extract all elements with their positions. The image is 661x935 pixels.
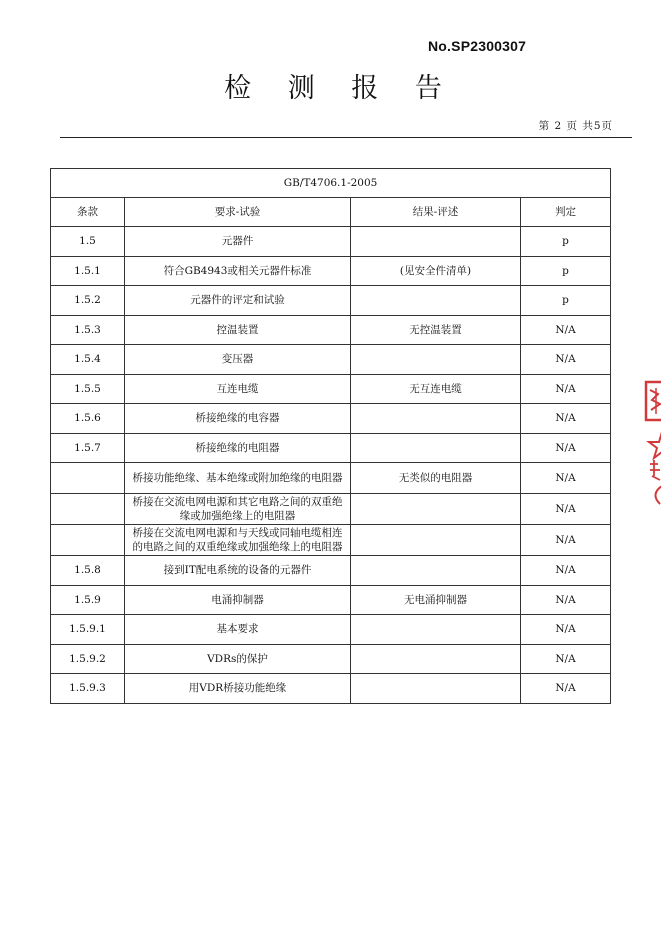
inspection-table <box>50 168 611 704</box>
table-row <box>51 433 611 463</box>
requirement-cell: 用VDR桥接功能绝缘 <box>125 674 351 704</box>
verdict-cell: N/A <box>521 374 611 404</box>
requirement-cell: 桥接在交流电网电源和其它电路之间的双重绝缘或加强绝缘上的电阻器 <box>125 494 351 525</box>
verdict-cell: N/A <box>521 585 611 615</box>
verdict-cell: N/A <box>521 615 611 645</box>
table-row <box>51 494 611 525</box>
verdict-cell: N/A <box>521 404 611 434</box>
result-cell: 无类似的电阻器 <box>351 463 521 494</box>
page-indicator: 第 2 页 共5页 <box>538 120 613 132</box>
clause-cell: 1.5.7 <box>51 433 125 463</box>
result-cell <box>351 494 521 525</box>
verdict-cell: p <box>521 286 611 316</box>
document-title: 检 测 报 告 <box>224 73 456 104</box>
clause-cell <box>51 463 125 494</box>
verdict-cell: N/A <box>521 644 611 674</box>
verdict-cell: N/A <box>521 463 611 494</box>
clause-cell: 1.5.9 <box>51 585 125 615</box>
result-cell <box>351 345 521 375</box>
red-seal-stamp-icon <box>642 380 661 510</box>
clause-cell: 1.5.9.3 <box>51 674 125 704</box>
verdict-cell: N/A <box>521 315 611 345</box>
table-row <box>51 404 611 434</box>
standard-cell: GB/T4706.1-2005 <box>51 169 611 198</box>
verdict-cell: N/A <box>521 433 611 463</box>
requirement-cell <box>125 525 351 556</box>
requirement-cell: 桥接绝缘的电容器 <box>125 404 351 434</box>
verdict-cell: N/A <box>521 494 611 525</box>
table-row <box>51 585 611 615</box>
result-cell <box>351 286 521 316</box>
clause-cell: 1.5.8 <box>51 556 125 586</box>
table-row <box>51 674 611 704</box>
requirement-cell: 接到IT配电系统的设备的元器件 <box>125 556 351 586</box>
result-cell <box>351 525 521 556</box>
requirement-cell: 符合GB4943或相关元器件标准 <box>125 256 351 286</box>
stamp-graphic <box>646 382 661 504</box>
table-row <box>51 315 611 345</box>
column-header-requirement: 要求-试验 <box>125 198 351 227</box>
result-cell <box>351 556 521 586</box>
result-cell <box>351 404 521 434</box>
requirement-cell: 控温装置 <box>125 315 351 345</box>
result-cell: 无互连电缆 <box>351 374 521 404</box>
verdict-cell: p <box>521 227 611 257</box>
requirement-cell: 互连电缆 <box>125 374 351 404</box>
result-cell: (见安全件清单) <box>351 256 521 286</box>
requirement-cell: 元器件 <box>125 227 351 257</box>
table-row <box>51 644 611 674</box>
requirement-cell: 桥接绝缘的电阻器 <box>125 433 351 463</box>
result-cell <box>351 433 521 463</box>
verdict-cell: N/A <box>521 345 611 375</box>
header-row <box>51 198 611 227</box>
clause-cell: 1.5.1 <box>51 256 125 286</box>
result-cell: 无电涌抑制器 <box>351 585 521 615</box>
table-row <box>51 345 611 375</box>
column-header-clause: 条款 <box>51 198 125 227</box>
table-row <box>51 615 611 645</box>
requirement-cell: VDRs的保护 <box>125 644 351 674</box>
requirement-cell: 电涌抑制器 <box>125 585 351 615</box>
table-row <box>51 374 611 404</box>
clause-cell: 1.5.2 <box>51 286 125 316</box>
requirement-cell: 元器件的评定和试验 <box>125 286 351 316</box>
table-row <box>51 463 611 494</box>
verdict-cell: N/A <box>521 674 611 704</box>
clause-cell <box>51 525 125 556</box>
table-row <box>51 556 611 586</box>
result-cell <box>351 615 521 645</box>
verdict-cell: p <box>521 256 611 286</box>
column-header-verdict: 判定 <box>521 198 611 227</box>
clause-cell: 1.5.6 <box>51 404 125 434</box>
verdict-cell: N/A <box>521 525 611 556</box>
clause-cell: 1.5.9.1 <box>51 615 125 645</box>
requirement-cell: 桥接功能绝缘、基本绝缘或附加绝缘的电阻器 <box>125 463 351 494</box>
verdict-cell: N/A <box>521 556 611 586</box>
report-number: No.SP2300307 <box>428 38 527 54</box>
table-row <box>51 227 611 257</box>
result-cell <box>351 227 521 257</box>
requirement-text: 桥接在交流电网电源和与天线或同轴电缆相连的电路之间的双重绝缘或加强绝缘上的电阻器 <box>132 527 343 553</box>
clause-cell: 1.5 <box>51 227 125 257</box>
table-row <box>51 525 611 556</box>
clause-cell <box>51 494 125 525</box>
requirement-cell: 变压器 <box>125 345 351 375</box>
requirement-cell: 基本要求 <box>125 615 351 645</box>
result-cell: 无控温装置 <box>351 315 521 345</box>
result-cell <box>351 644 521 674</box>
clause-cell: 1.5.4 <box>51 345 125 375</box>
result-cell <box>351 674 521 704</box>
table-row <box>51 286 611 316</box>
column-header-result: 结果-评述 <box>351 198 521 227</box>
clause-cell: 1.5.3 <box>51 315 125 345</box>
table-row <box>51 256 611 286</box>
clause-cell: 1.5.9.2 <box>51 644 125 674</box>
header-divider <box>60 137 632 138</box>
clause-cell: 1.5.5 <box>51 374 125 404</box>
standard-row <box>51 169 611 198</box>
